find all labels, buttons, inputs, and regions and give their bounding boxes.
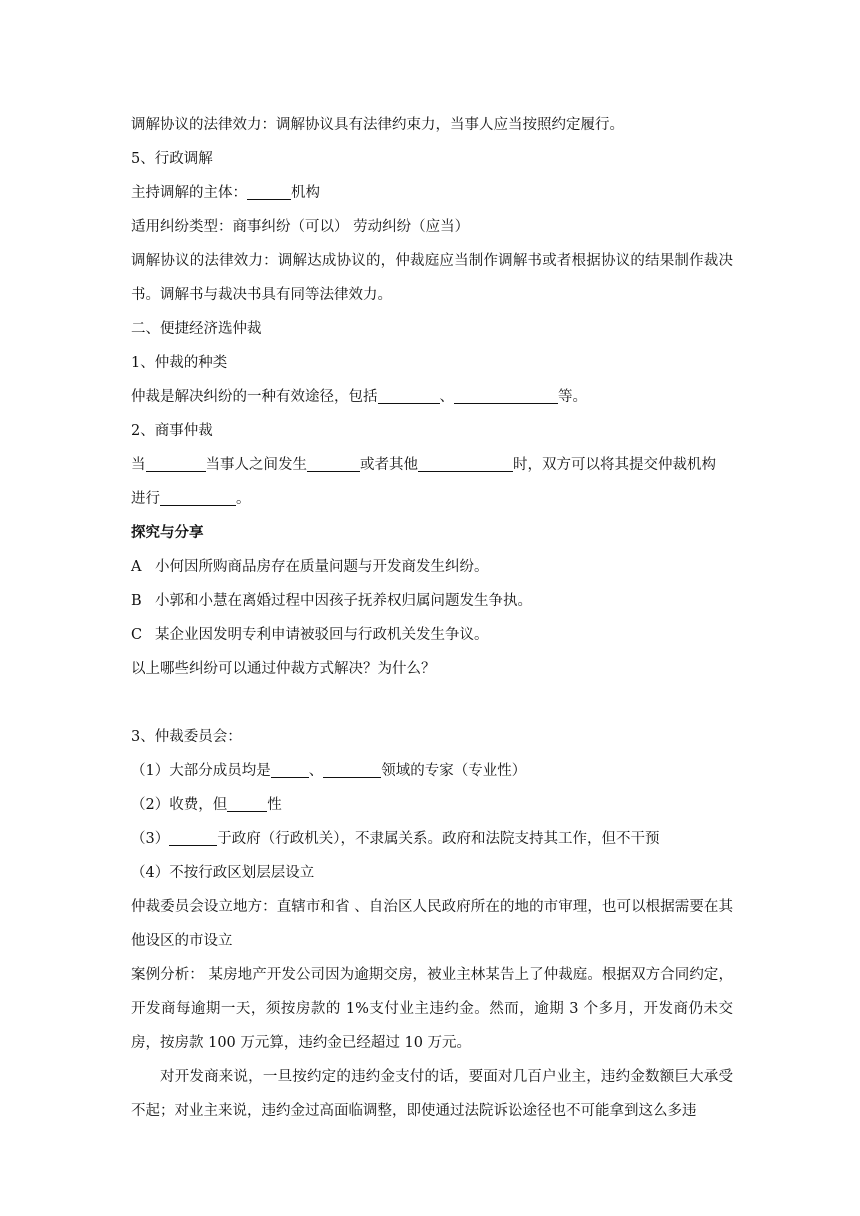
paragraph: 进行 。 (131, 491, 251, 507)
question-b: B 小郭和小慧在离婚过程中因孩子抚养权归属问题发生争执。 (131, 593, 532, 609)
section-heading: 5、行政调解 (131, 151, 213, 167)
list-item: （1）大部分成员均是 、 领域的专家（专业性） (131, 763, 527, 779)
fill-blank[interactable] (227, 795, 267, 812)
paragraph: 当 当事人之间发生 或者其他 时，双方可以将其提交仲裁机构 (131, 457, 716, 473)
paragraph: 仲裁是解决纠纷的一种有效途径，包括 、 等。 (131, 389, 587, 405)
case-analysis: 案例分析： 某房地产开发公司因为逾期交房，被业主林某告上了仲裁庭。根据双方合同约定，开发商每逾期一天，须按房款的 1%支付业主违约金。然而，逾期 3 个多月，开发商仍未交房，按房款 100 万元算，违约金已经超过 10 万元。 (131, 967, 733, 1051)
document-body (131, 108, 733, 1128)
subsection-heading: 1、仲裁的种类 (131, 355, 228, 371)
question-c: C 某企业因发明专利申请被驳回与行政机关发生争议。 (131, 627, 489, 643)
paragraph: 主持调解的主体： 机构 (131, 185, 320, 201)
question-a: A 小何因所购商品房存在质量问题与开发商发生纠纷。 (131, 559, 489, 575)
fill-blank[interactable] (307, 455, 360, 472)
fill-blank[interactable] (378, 387, 440, 404)
paragraph: 对开发商来说，一旦按约定的违约金支付的话，要面对几百户业主，违约金数额巨大承受不起；对业主来说，违约金过高面临调整，即使通过法院诉讼途径也不可能拿到这么多违 (131, 1069, 733, 1119)
paragraph: 仲裁委员会设立地方：直辖市和省 、自治区人民政府所在的地的市审理，也可以根据需要在其他设区的市设立 (131, 899, 733, 949)
list-item: （3） 于政府（行政机关），不隶属关系。政府和法院支持其工作，但不干预 (131, 831, 660, 847)
section-heading: 二、便捷经济选仲裁 (131, 321, 262, 337)
paragraph: 适用纠纷类型：商事纠纷（可以） 劳动纠纷（应当） (131, 219, 470, 235)
fill-blank[interactable] (323, 761, 381, 778)
fill-blank[interactable] (271, 761, 309, 778)
subsection-heading: 2、商事仲裁 (131, 423, 213, 439)
list-item: （2）收费，但 性 (131, 797, 282, 813)
fill-blank[interactable] (169, 829, 217, 846)
list-item: （4）不按行政区划层层设立 (131, 865, 315, 881)
spacer (131, 686, 733, 720)
heading-explore-share: 探究与分享 (131, 525, 204, 541)
fill-blank[interactable] (146, 455, 206, 472)
fill-blank[interactable] (247, 183, 291, 200)
paragraph: 调解协议的法律效力：调解协议具有法律约束力，当事人应当按照约定履行。 (131, 117, 624, 133)
fill-blank[interactable] (160, 489, 236, 506)
fill-blank[interactable] (418, 455, 513, 472)
fill-blank[interactable] (454, 387, 558, 404)
paragraph: 调解协议的法律效力：调解达成协议的，仲裁庭应当制作调解书或者根据协议的结果制作裁决书。调解书与裁决书具有同等法律效力。 (131, 253, 733, 303)
question-prompt: 以上哪些纠纷可以通过仲裁方式解决？为什么？ (131, 661, 436, 677)
subsection-heading: 3、仲裁委员会： (131, 729, 242, 745)
